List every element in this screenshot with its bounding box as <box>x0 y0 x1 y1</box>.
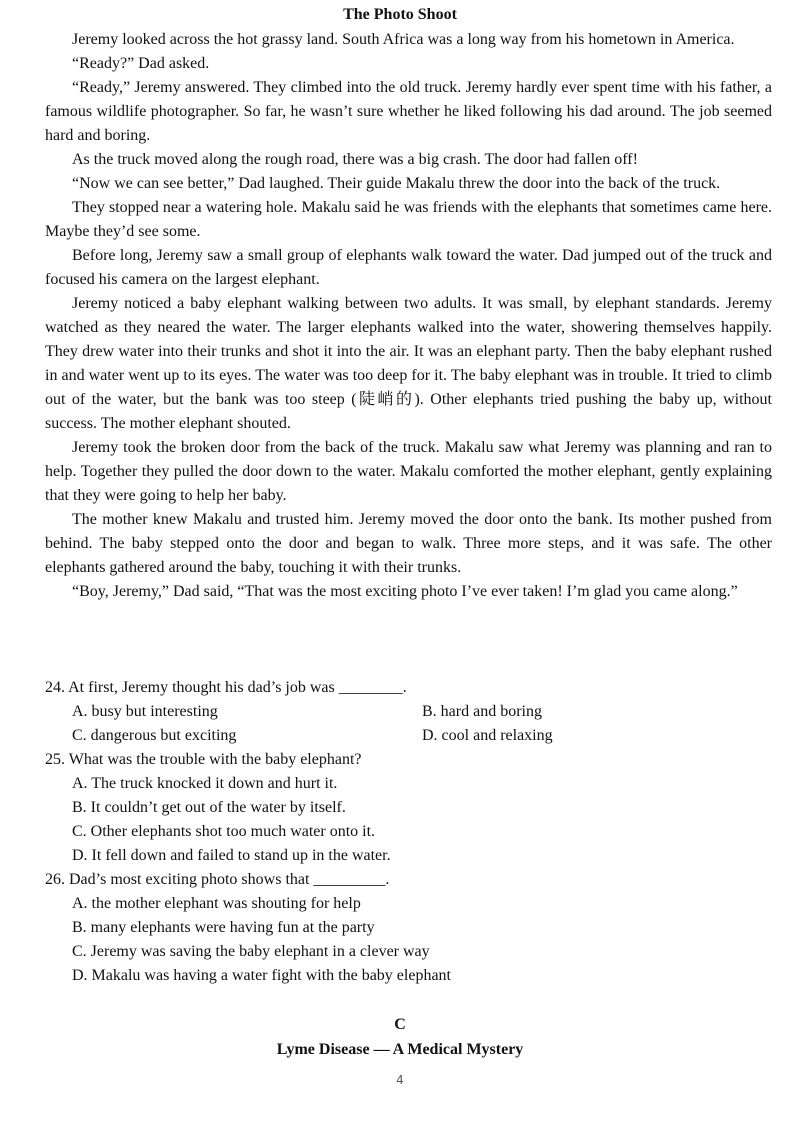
section-letter: C <box>394 1016 406 1033</box>
option-b: B. hard and boring <box>422 703 542 720</box>
paragraph-6: They stopped near a watering hole. Makalu said he was friends with the elephants that sometimes came here. Maybe they’d see some. <box>45 199 772 240</box>
paragraph-2: “Ready?” Dad asked. <box>72 55 210 72</box>
option-d: D. cool and relaxing <box>422 727 553 744</box>
question-list <box>45 676 772 988</box>
question-26 <box>45 868 772 988</box>
paragraph-9: Jeremy took the broken door from the back of the truck. Makalu saw what Jeremy was planning and ran to help. Together they pulled the door down to the water. Makalu comforted the mother elephant, gently explaining that they were going to help her baby. <box>45 439 772 504</box>
option-c: C. Jeremy was saving the baby elephant in a clever way <box>72 943 430 960</box>
option-b: B. many elephants were having fun at the party <box>72 919 375 936</box>
question-stem: 24. At first, Jeremy thought his dad’s job was ________. <box>45 679 407 696</box>
paragraph-1: Jeremy looked across the hot grassy land. South Africa was a long way from his hometown in America. <box>72 31 735 48</box>
option-c: C. Other elephants shot too much water onto it. <box>72 823 376 840</box>
option-a: A. the mother elephant was shouting for help <box>72 895 361 912</box>
question-stem: 25. What was the trouble with the baby elephant? <box>45 751 362 768</box>
paragraph-10: The mother knew Makalu and trusted him. Jeremy moved the door onto the bank. Its mother pushed from behind. The baby stepped onto the door and began to walk. Three more steps, and it was safe. The other elephants gathered around the baby, touching it with their trunks. <box>45 511 772 576</box>
paragraph-4: As the truck moved along the rough road, there was a big crash. The door had fallen off! <box>72 151 638 168</box>
page-number: 4 <box>396 1073 404 1087</box>
option-c: C. dangerous but exciting <box>72 727 237 744</box>
option-b: B. It couldn’t get out of the water by itself. <box>72 799 346 816</box>
option-a: A. The truck knocked it down and hurt it. <box>72 775 338 792</box>
paragraph-5: “Now we can see better,” Dad laughed. Their guide Makalu threw the door into the back of the truck. <box>72 175 721 192</box>
question-25 <box>45 748 772 868</box>
option-d: D. Makalu was having a water fight with the baby elephant <box>72 967 451 984</box>
question-stem: 26. Dad’s most exciting photo shows that _________. <box>45 871 390 888</box>
paragraph-8: Jeremy noticed a baby elephant walking between two adults. It was small, by elephant standards. Jeremy watched as they neared the water. The larger elephants walked into the water, showering themselves happily. They drew water into their trunks and shot it into the air. It was an elephant party. Then the baby elephant rushed in and water went up to its eyes. The water was too deep for it. The baby elephant was in trouble. It tried to climb out of the water, but the bank was too steep (陡峭的). Other elephants tried pushing the baby up, without success. The mother elephant shouted. <box>45 295 772 432</box>
paragraph-11: “Boy, Jeremy,” Dad said, “That was the most exciting photo I’ve ever taken! I’m glad you came along.” <box>72 583 738 600</box>
paragraph-3: “Ready,” Jeremy answered. They climbed into the old truck. Jeremy hardly ever spent time with his father, a famous wildlife photographer. So far, he wasn’t sure whether he liked following his dad around. The job seemed hard and boring. <box>45 79 772 144</box>
passage-title: The Photo Shoot <box>343 6 457 23</box>
passage-body <box>45 28 772 604</box>
paragraph-7: Before long, Jeremy saw a small group of elephants walk toward the water. Dad jumped out of the truck and focused his camera on the largest elephant. <box>45 247 772 288</box>
option-d: D. It fell down and failed to stand up in the water. <box>72 847 391 864</box>
option-row <box>45 700 772 724</box>
option-row <box>45 724 772 748</box>
section-title: Lyme Disease — A Medical Mystery <box>276 1041 524 1058</box>
question-24 <box>45 676 772 748</box>
option-a: A. busy but interesting <box>72 703 218 720</box>
